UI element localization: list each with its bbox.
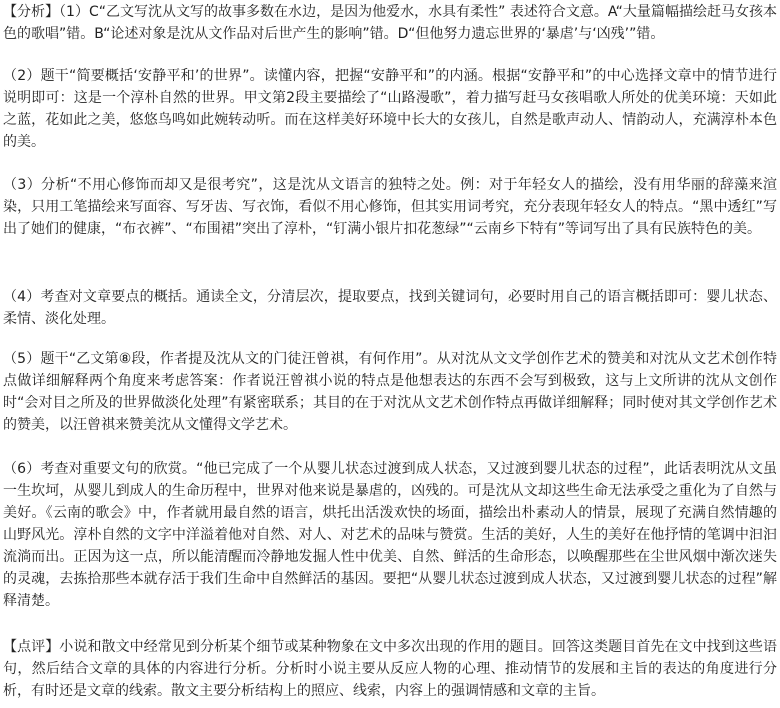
analysis-paragraph-5: （5）题干“乙文第⑧段，作者提及沈从文的门徒汪曾祺，有何作用”。从对沈从文文学创作艺术的赞美和对沈从文艺术创作特点做详细解释两个角度来考虑答案：作者说汪曾祺小说的特点是他想表达的东西不会写到极致，这与上文所讲的沈从文创作时“会对目之所及的世界做淡化处理”有紧密联系；其目的在于对沈从文艺术创作特点再做详细解释；同时使对其文学创作艺术的赞美，以汪曾祺来赞美沈从文懂得文学艺术。 — [3, 351, 777, 433]
analysis-paragraph-3: （3）分析“不用心修饰而却又是很考究”，这是沈从文语言的独特之处。例：对于年轻女人的描绘，没有用华丽的辞藻来渲染，只用工笔描绘来写面容、写牙齿、写衣饰，看似不用心修饰，但其实用词考究，充分表现年轻女人的特点。“黑中透红”写出了她们的健康，“布衣裤”、“布围裙”突出了淳朴，“钉满小银片扣花葱绿”“云南乡下特有”等词写出了具有民族特色的美。 — [3, 177, 777, 237]
analysis-paragraph-6: （6）考查对重要文句的欣赏。“他已完成了一个从婴儿状态过渡到成人状态，又过渡到婴儿状态的过程”，此话表明沈从文虽一生坎坷，从婴儿到成人的生命历程中，世界对他来说是暴虐的，凶残的。可是沈从文却这些生命无法承受之重化为了自然与美好。《云南的歌会》中，作者就用最自然的语言，烘托出活泼欢快的场面，描绘出朴素动人的情景，展现了充满自然情趣的山野风光。淳朴自然的文字中洋溢着他对自然、对人、对艺术的品味与赞赏。生活的美好，人生的美好在他抒情的笔调中汩汩流淌而出。正因为这一点，所以能清醒而冷静地发掘人性中优美、自然、鲜活的生命形态，以唤醒那些在尘世风烟中渐次迷失的灵魂，去拣拾那些本就存活于我们生命中自然鲜活的基因。要把“从婴儿状态过渡到成人状态，又过渡到婴儿状态的过程”解释清楚。 — [3, 461, 777, 609]
comment-paragraph: 【点评】小说和散文中经常见到分析某个细节或某种物象在文中多次出现的作用的题目。回答这类题目首先在文中找到这些语句，然后结合文章的具体的内容进行分析。分析时小说主要从反应人物的心理、推动情节的发展和主旨的表达的角度进行分析，有时还是文章的线索。散文主要分析结构上的照应、线索，内容上的强调情感和文章的主旨。 — [3, 639, 777, 699]
analysis-paragraph-1: 【分析】（1）C“乙文写沈从文写的故事多数在水边，是因为他爱水，水具有柔性” 表述符合文意。A“大量篇幅描绘赶马女孩本色的歌唱”错。B“论述对象是沈从文作品对后世产生的影响”错。D“但他努力遗忘世界的‘暴虐’与‘凶残’”错。 — [3, 4, 777, 42]
analysis-paragraph-2: （2）题干“简要概括‘安静平和’的世界”。读懂内容，把握“安静平和”的内涵。根据“安静平和”的中心选择文章中的情节进行说明即可：这是一个淳朴自然的世界。甲文第2段主要描绘了“山路漫歌”，着力描写赶马女孩唱歌人所处的优美环境：天如此之蓝，花如此之美，悠悠鸟鸣如此婉转动听。而在这样美好环境中长大的女孩儿，自然是歌声动人、情韵动人，充满淳朴本色的美。 — [3, 68, 777, 150]
analysis-paragraph-4: （4）考查对文章要点的概括。通读全文，分清层次，提取要点，找到关键词句，必要时用自己的语言概括即可：婴儿状态、柔情、淡化处理。 — [3, 289, 777, 327]
